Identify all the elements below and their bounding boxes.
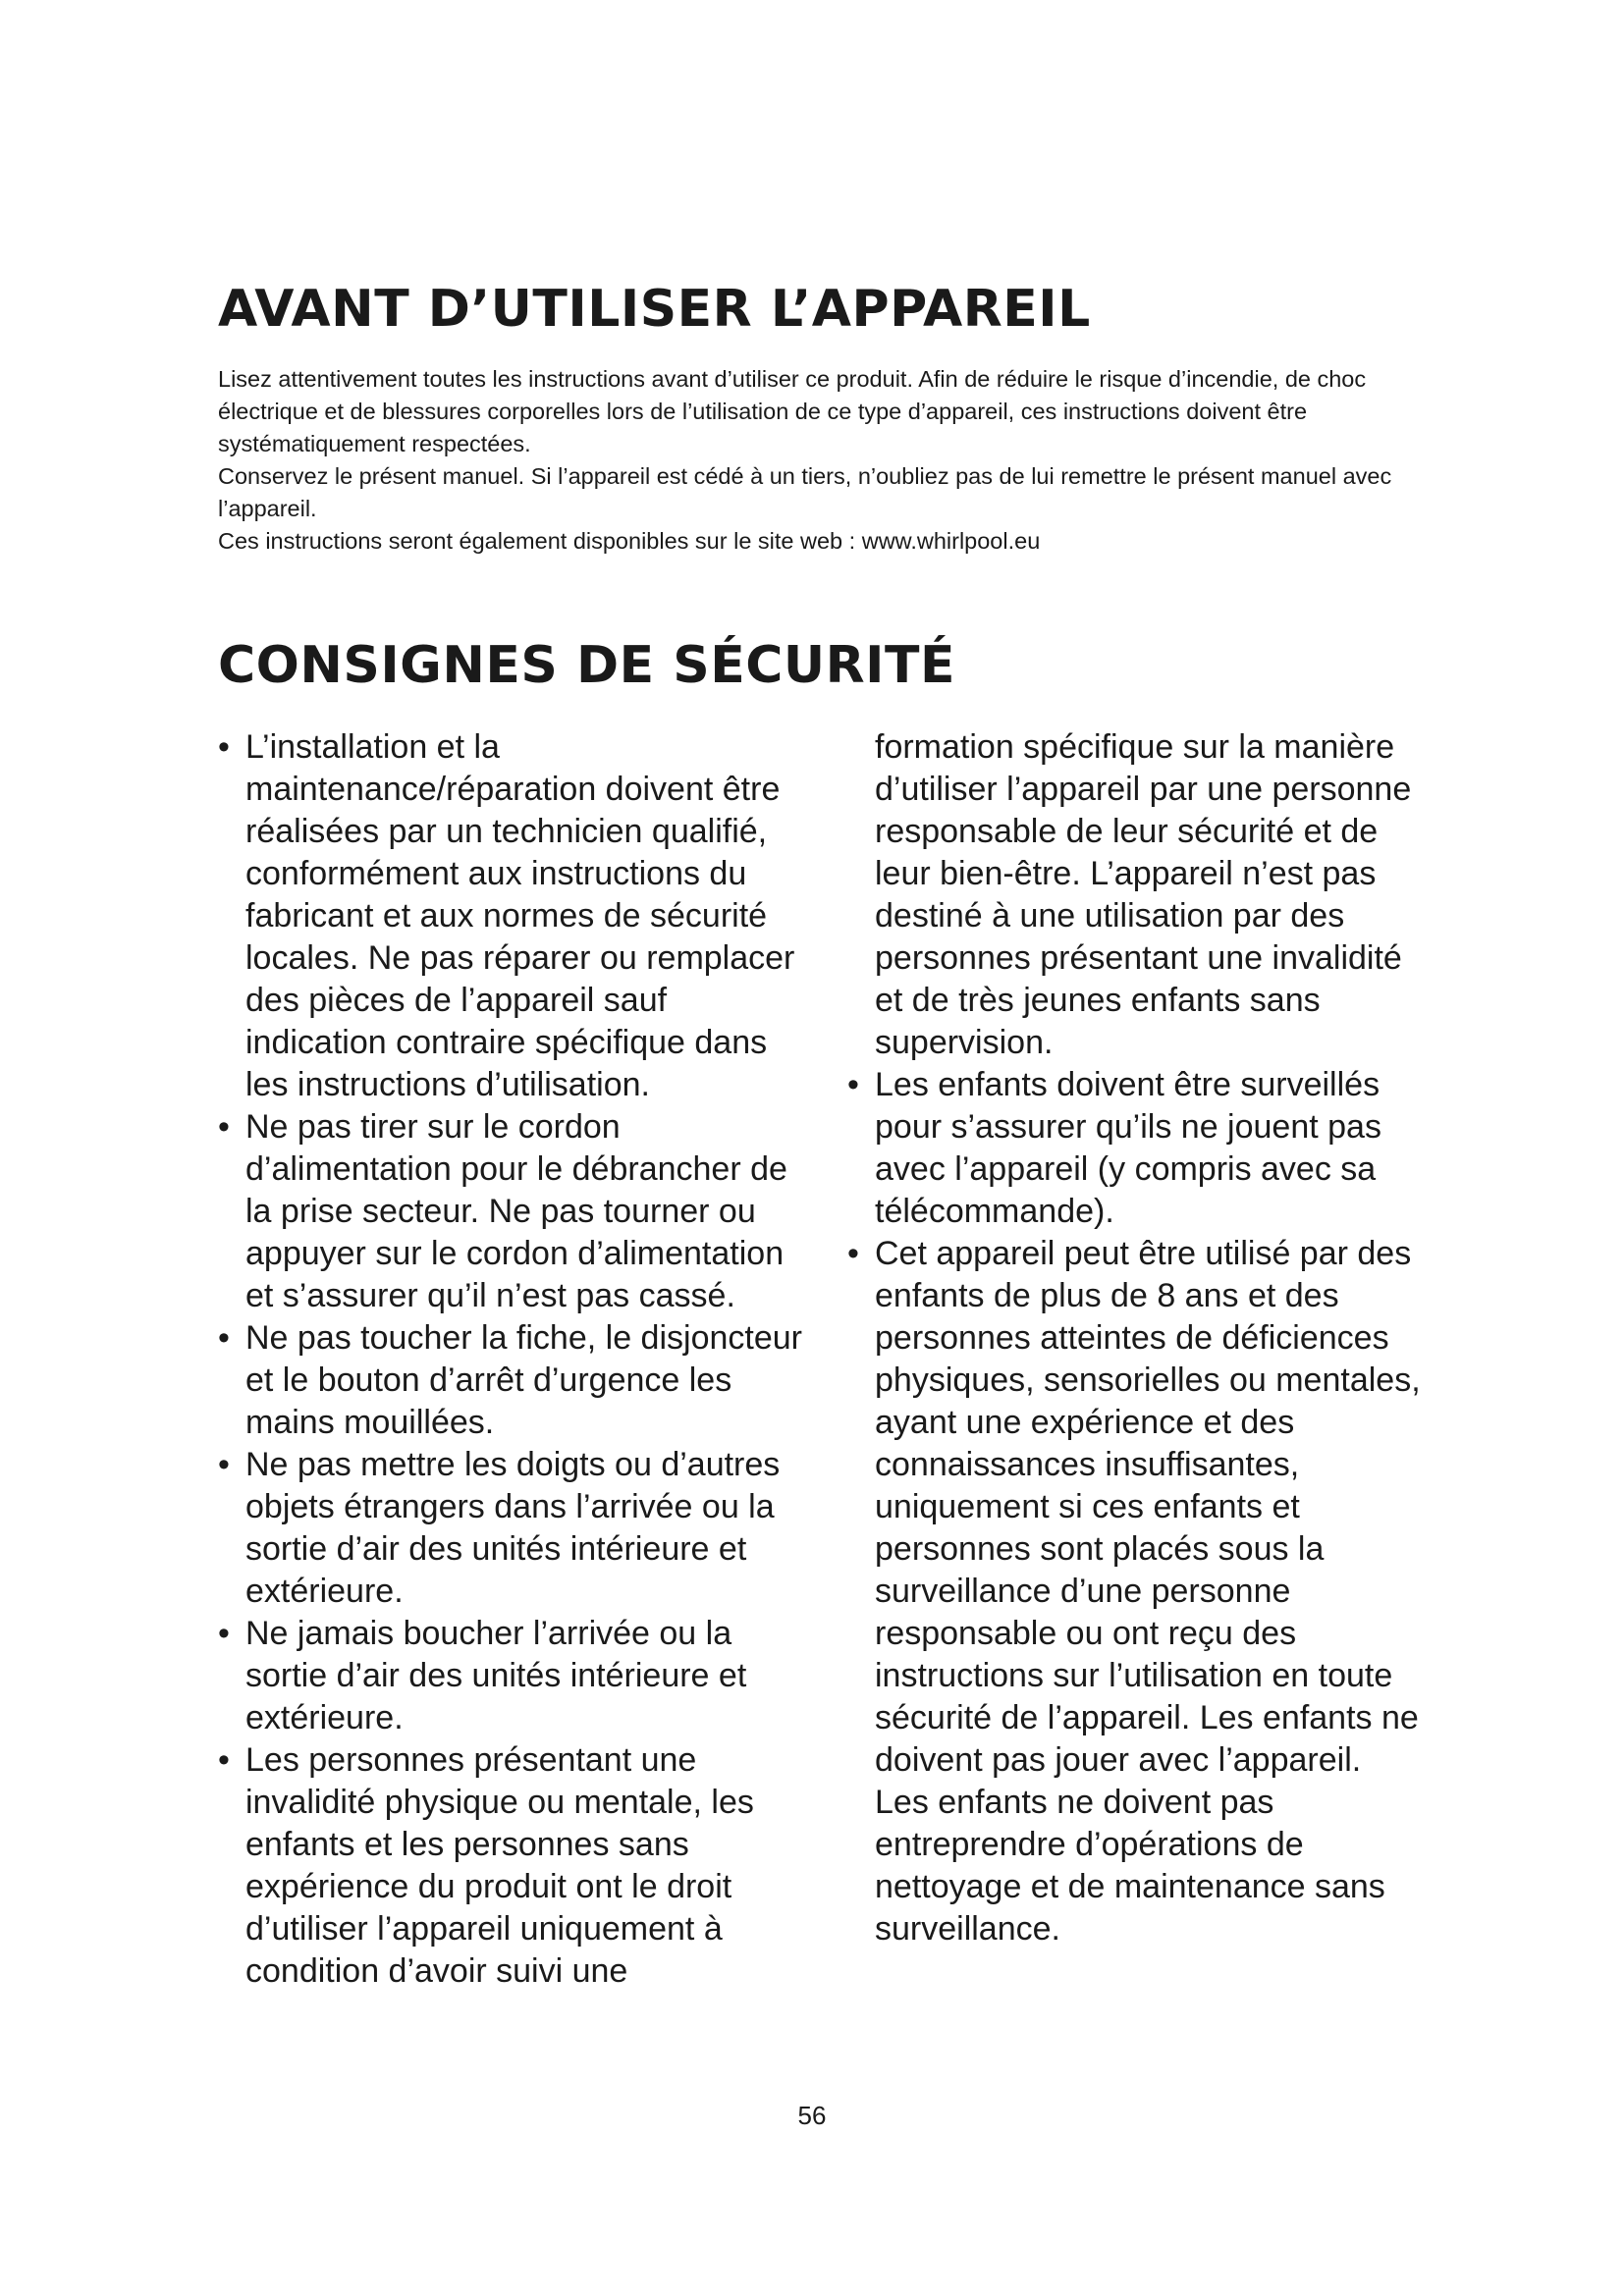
list-item: • L’installation et la maintenance/réparation doivent être réalisées par un technicien qualifié, conformément aux instructions du fabricant et aux normes de sécurité locales. Ne pas réparer ou remplacer des pièces de l’appareil sauf indication contraire spécifique dans les instructions d’utilisation. [218,728,795,1103]
list-item: • Ne jamais boucher l’arrivée ou la sortie d’air des unités intérieure et extérieure. [218,1615,747,1736]
bullet-icon: • [218,1741,230,1779]
bullet-icon: • [218,1108,230,1146]
safety-column-left [218,726,807,1993]
list-item: • Les enfants doivent être surveillés pour s’assurer qu’ils ne jouent pas avec l’appareil (y compris avec sa télécommande). [847,1066,1381,1230]
safety-column-right [847,726,1427,1950]
intro-paragraph: Ces instructions seront également disponibles sur le site web : www.whirlpool.eu [218,528,1041,554]
list-item: • Ne pas tirer sur le cordon d’alimentation pour le débrancher de la prise secteur. Ne pas tourner ou appuyer sur le cordon d’alimentation et s’assurer qu’il n’est pas cassé. [218,1108,787,1314]
intro-paragraph: Conservez le présent manuel. Si l’appareil est cédé à un tiers, n’oubliez pas de lui remettre le présent manuel avec l’appareil. [218,463,1392,521]
bullet-icon: • [218,1319,230,1357]
list-item: • Ne pas mettre les doigts ou d’autres objets étrangers dans l’arrivée ou la sortie d’air des unités intérieure et extérieure. [218,1446,781,1610]
list-item: • Cet appareil peut être utilisé par des enfants de plus de 8 ans et des personnes atteintes de déficiences physiques, sensorielles ou mentales, ayant une expérience et des connaissances insuffisantes, uniquement si ces enfants et personnes sont placés sous la surveillance d’une personne responsable ou ont reçu des instructions sur l’utilisation en toute sécurité de l’appareil. Les enfants ne doivent pas jouer avec l’appareil. [847,1235,1421,1779]
list-item: • Les personnes présentant une invalidité physique ou mentale, les enfants et les personnes sans expérience du produit ont le droit d’utiliser l’appareil uniquement à condition d’avoir suivi une [218,1741,754,1990]
section-title-before-use: AVANT D’UTILISER L’APPAREIL [218,280,1091,339]
intro-paragraph: Lisez attentivement toutes les instructions avant d’utiliser ce produit. Afin de réduire le risque d’incendie, de choc électrique et de blessures corporelles lors de l’utilisation de ce type d’appareil, ces instructions doivent être systématiquement respectées. [218,366,1367,456]
bullet-icon: • [218,1615,230,1652]
page-number: 56 [797,2101,827,2130]
bullet-icon: • [847,1066,859,1103]
bullet-icon: • [847,1235,859,1272]
bullet-icon: • [218,1446,230,1483]
list-item: • Ne pas toucher la fiche, le disjoncteur et le bouton d’arrêt d’urgence les mains mouillées. [218,1319,802,1441]
section-title-safety: CONSIGNES DE SÉCURITÉ [218,636,955,695]
bullet-icon: • [218,728,230,766]
list-item-note: Les enfants ne doivent pas entreprendre d’opérations de nettoyage et de maintenance sans surveillance. [875,1784,1385,1948]
intro-text [218,363,1416,558]
list-item-continuation: formation spécifique sur la manière d’utiliser l’appareil par une personne responsable de leur sécurité et de leur bien-être. L’appareil n’est pas destiné à une utilisation par des personnes présentant une invalidité et de très jeunes enfants sans supervision. [875,728,1412,1061]
